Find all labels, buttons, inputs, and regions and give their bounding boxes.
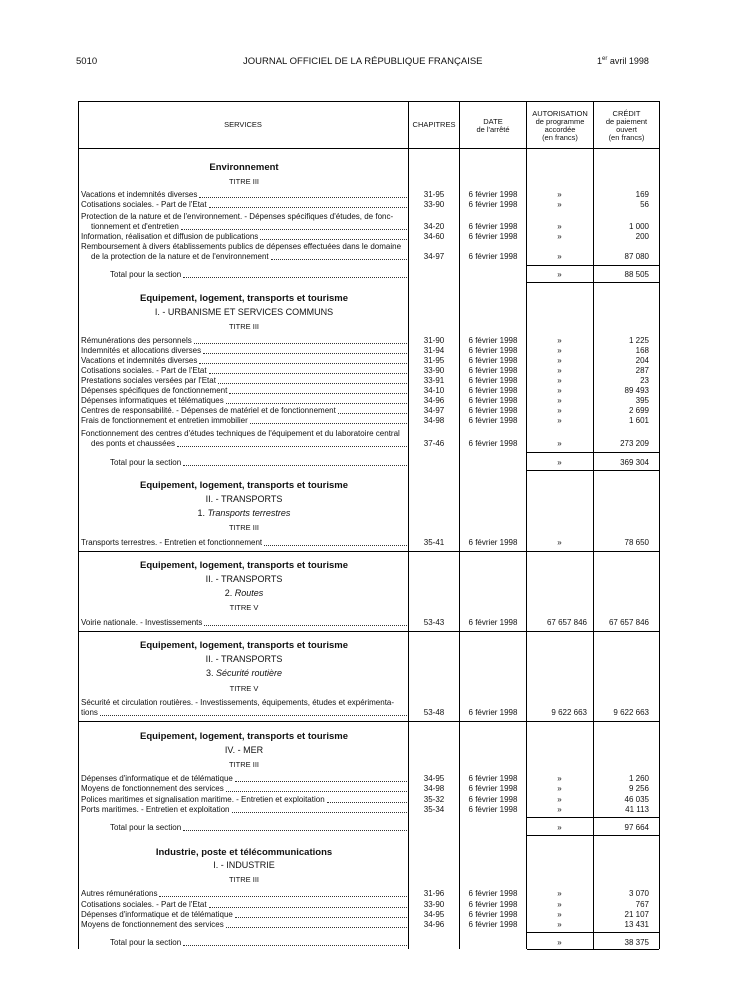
autorisation-cell: 9 622 663 bbox=[551, 708, 587, 717]
table-row-label: Autres rémunérations bbox=[81, 889, 408, 899]
chapitre-cell: 31-94 bbox=[423, 346, 445, 355]
date-cell: 6 février 1998 bbox=[468, 366, 518, 375]
table-row-label: Cotisations sociales. - Part de l'Etat bbox=[81, 366, 408, 376]
autorisation-cell: » bbox=[557, 889, 562, 898]
section-title: Equipement, logement, transports et tourisme bbox=[140, 293, 348, 304]
date-cell: 6 février 1998 bbox=[468, 805, 518, 814]
credit-cell: 89 493 bbox=[624, 386, 649, 395]
date-cell: 6 février 1998 bbox=[468, 190, 518, 199]
credit-cell: 13 431 bbox=[624, 920, 649, 929]
date-cell: 6 février 1998 bbox=[468, 222, 518, 231]
chapitre-cell: 31-95 bbox=[423, 356, 445, 365]
credit-total: 38 375 bbox=[624, 938, 649, 947]
credit-cell: 1 260 bbox=[628, 774, 649, 783]
section-titre: TITRE V bbox=[229, 603, 259, 612]
section-subtitle: I. - INDUSTRIE bbox=[213, 860, 275, 870]
journal-title: JOURNAL OFFICIEL DE LA RÉPUBLIQUE FRANÇAISE bbox=[243, 56, 483, 67]
autorisation-total: » bbox=[557, 938, 562, 947]
autorisation-cell: » bbox=[557, 252, 562, 261]
credit-cell: 56 bbox=[640, 200, 649, 209]
table-row-label: Dépenses informatiques et télématiques bbox=[81, 396, 408, 406]
chapitre-cell: 35-32 bbox=[423, 795, 445, 804]
date-cell: 6 février 1998 bbox=[468, 356, 518, 365]
credit-cell: 41 113 bbox=[625, 805, 649, 814]
credit-cell: 78 650 bbox=[624, 538, 649, 547]
table-row-label: Prestations sociales versées par l'Etat bbox=[81, 376, 408, 386]
autorisation-total: » bbox=[557, 270, 562, 279]
date-cell: 6 février 1998 bbox=[468, 900, 518, 909]
date-cell: 6 février 1998 bbox=[468, 708, 518, 717]
credit-cell: 9 622 663 bbox=[613, 708, 649, 717]
section-subtitle: IV. - MER bbox=[224, 745, 264, 755]
date-cell: 6 février 1998 bbox=[468, 232, 518, 241]
date-cell: 6 février 1998 bbox=[468, 618, 518, 627]
date-cell: 6 février 1998 bbox=[468, 889, 518, 898]
credit-cell: 3 070 bbox=[628, 889, 649, 898]
chapitre-cell: 34-20 bbox=[423, 222, 445, 231]
chapitre-cell: 31-90 bbox=[423, 336, 445, 345]
autorisation-total: » bbox=[557, 823, 562, 832]
autorisation-cell: » bbox=[557, 200, 562, 209]
autorisation-cell: » bbox=[557, 784, 562, 793]
credit-cell: 169 bbox=[635, 190, 649, 199]
credit-cell: 1 000 bbox=[628, 222, 649, 231]
chapitre-cell: 37-46 bbox=[423, 439, 445, 448]
autorisation-cell: » bbox=[557, 356, 562, 365]
table-row-label: Sécurité et circulation routières. - Investissements, équipements, études et expérimenta- tions bbox=[81, 698, 408, 718]
table-row-label: Dépenses d'informatique et de télématique bbox=[81, 774, 408, 784]
chapitre-cell: 33-91 bbox=[423, 376, 445, 385]
section-subsection: 3. Sécurité routière bbox=[205, 668, 283, 678]
autorisation-cell: » bbox=[557, 336, 562, 345]
chapitre-cell: 34-98 bbox=[423, 784, 445, 793]
section-subtitle: I. - URBANISME ET SERVICES COMMUNS bbox=[154, 307, 334, 317]
section-titre: TITRE III bbox=[229, 875, 259, 884]
table-row-label: Cotisations sociales. - Part de l'Etat bbox=[81, 900, 408, 910]
col-header-autorisation: AUTORISATION de programme accordée (en francs) bbox=[532, 109, 588, 142]
date-cell: 6 février 1998 bbox=[468, 795, 518, 804]
credit-cell: 767 bbox=[635, 900, 649, 909]
autorisation-cell: » bbox=[557, 920, 562, 929]
page-date: 1er avril 1998 bbox=[597, 56, 649, 66]
section-title: Equipement, logement, transports et tourisme bbox=[140, 560, 348, 571]
credit-cell: 200 bbox=[635, 232, 649, 241]
chapitre-cell: 34-97 bbox=[423, 406, 445, 415]
chapitre-cell: 34-95 bbox=[423, 774, 445, 783]
date-cell: 6 février 1998 bbox=[468, 416, 518, 425]
credit-cell: 9 256 bbox=[628, 784, 649, 793]
chapitre-cell: 34-95 bbox=[423, 910, 445, 919]
table-row-label: Dépenses spécifiques de fonctionnement bbox=[81, 386, 408, 396]
credit-total: 369 304 bbox=[620, 458, 649, 467]
chapitre-cell: 31-95 bbox=[423, 190, 445, 199]
credit-cell: 287 bbox=[635, 366, 649, 375]
autorisation-cell: » bbox=[557, 795, 562, 804]
table-row-label: Moyens de fonctionnement des services bbox=[81, 784, 408, 794]
autorisation-cell: » bbox=[557, 900, 562, 909]
credit-cell: 168 bbox=[635, 346, 649, 355]
credit-cell: 1 225 bbox=[628, 336, 649, 345]
autorisation-cell: » bbox=[557, 396, 562, 405]
section-title: Equipement, logement, transports et tourisme bbox=[140, 731, 348, 742]
table-row-label: Frais de fonctionnement et entretien immobilier bbox=[81, 416, 408, 426]
table-row-label: Voirie nationale. - Investissements bbox=[81, 618, 408, 628]
chapitre-cell: 53-43 bbox=[423, 618, 445, 627]
chapitre-cell: 34-96 bbox=[423, 920, 445, 929]
autorisation-cell: » bbox=[557, 805, 562, 814]
autorisation-cell: » bbox=[557, 190, 562, 199]
table-row-label: Centres de responsabilité. - Dépenses de matériel et de fonctionnement bbox=[81, 406, 408, 416]
section-title: Equipement, logement, transports et tourisme bbox=[140, 640, 348, 651]
page-number: 5010 bbox=[76, 56, 98, 67]
date-cell: 6 février 1998 bbox=[468, 376, 518, 385]
credit-cell: 67 657 846 bbox=[608, 618, 649, 627]
section-title: Industrie, poste et télécommunications bbox=[155, 847, 333, 858]
date-cell: 6 février 1998 bbox=[468, 920, 518, 929]
section-titre: TITRE V bbox=[229, 684, 259, 693]
date-cell: 6 février 1998 bbox=[468, 396, 518, 405]
credit-total: 97 664 bbox=[624, 823, 649, 832]
autorisation-total: » bbox=[557, 458, 562, 467]
col-header-date: DATE de l'arrêté bbox=[476, 117, 510, 134]
autorisation-cell: » bbox=[557, 774, 562, 783]
section-subtitle: II. - TRANSPORTS bbox=[205, 494, 283, 504]
total-label: Total pour la section bbox=[110, 270, 408, 280]
date-cell: 6 février 1998 bbox=[468, 784, 518, 793]
table-row-label: Ports maritimes. - Entretien et exploitation bbox=[81, 805, 408, 815]
date-cell: 6 février 1998 bbox=[468, 910, 518, 919]
section-title: Environnement bbox=[209, 162, 279, 173]
chapitre-cell: 34-98 bbox=[423, 416, 445, 425]
table-row-label: Cotisations sociales. - Part de l'Etat bbox=[81, 200, 408, 210]
section-subtitle: II. - TRANSPORTS bbox=[205, 574, 283, 584]
section-titre: TITRE III bbox=[229, 523, 259, 532]
credit-total: 88 505 bbox=[624, 270, 649, 279]
col-header-credit: CRÉDIT de paiement ouvert (en francs) bbox=[605, 109, 648, 142]
chapitre-cell: 34-96 bbox=[423, 396, 445, 405]
credit-cell: 273 209 bbox=[620, 439, 649, 448]
autorisation-cell: » bbox=[557, 416, 562, 425]
date-cell: 6 février 1998 bbox=[468, 774, 518, 783]
chapitre-cell: 34-97 bbox=[423, 252, 445, 261]
section-title: Equipement, logement, transports et tourisme bbox=[140, 480, 348, 491]
autorisation-cell: 67 657 846 bbox=[546, 618, 587, 627]
chapitre-cell: 53-48 bbox=[423, 708, 445, 717]
credit-cell: 87 080 bbox=[624, 252, 649, 261]
date-cell: 6 février 1998 bbox=[468, 386, 518, 395]
autorisation-cell: » bbox=[557, 538, 562, 547]
credit-cell: 46 035 bbox=[624, 795, 649, 804]
date-cell: 6 février 1998 bbox=[468, 538, 518, 547]
date-cell: 6 février 1998 bbox=[468, 252, 518, 261]
table-row-label: Moyens de fonctionnement des services bbox=[81, 920, 408, 930]
date-cell: 6 février 1998 bbox=[468, 439, 518, 448]
section-titre: TITRE III bbox=[229, 177, 259, 186]
total-label: Total pour la section bbox=[110, 823, 408, 833]
credit-cell: 2 699 bbox=[628, 406, 649, 415]
table-row-label: Dépenses d'informatique et de télématique bbox=[81, 910, 408, 920]
chapitre-cell: 35-41 bbox=[423, 538, 445, 547]
chapitre-cell: 34-60 bbox=[423, 232, 445, 241]
date-cell: 6 février 1998 bbox=[468, 406, 518, 415]
chapitre-cell: 34-10 bbox=[423, 386, 445, 395]
chapitre-cell: 35-34 bbox=[423, 805, 445, 814]
table-row-label: Remboursement à divers établissements publics de dépenses effectuées dans le domaine de la protection de la nature et de l'environnement bbox=[81, 242, 408, 262]
total-label: Total pour la section bbox=[110, 458, 408, 468]
table-row-label: Vacations et indemnités diverses bbox=[81, 356, 408, 366]
autorisation-cell: » bbox=[557, 406, 562, 415]
date-cell: 6 février 1998 bbox=[468, 336, 518, 345]
credit-cell: 204 bbox=[635, 356, 649, 365]
autorisation-cell: » bbox=[557, 366, 562, 375]
autorisation-cell: » bbox=[557, 386, 562, 395]
section-subtitle: II. - TRANSPORTS bbox=[205, 654, 283, 664]
date-cell: 6 février 1998 bbox=[468, 200, 518, 209]
col-header-chapitres: CHAPITRES bbox=[412, 120, 456, 129]
table-row-label: Polices maritimes et signalisation maritime. - Entretien et exploitation bbox=[81, 795, 408, 805]
autorisation-cell: » bbox=[557, 222, 562, 231]
section-titre: TITRE III bbox=[229, 322, 259, 331]
table-row-label: Rémunérations des personnels bbox=[81, 336, 408, 346]
chapitre-cell: 33-90 bbox=[423, 200, 445, 209]
section-subsection: 2. Routes bbox=[224, 588, 264, 598]
total-label: Total pour la section bbox=[110, 938, 408, 948]
section-subsection: 1. Transports terrestres bbox=[197, 508, 291, 518]
autorisation-cell: » bbox=[557, 910, 562, 919]
chapitre-cell: 33-90 bbox=[423, 366, 445, 375]
table-row-label: Indemnités et allocations diverses bbox=[81, 346, 408, 356]
autorisation-cell: » bbox=[557, 232, 562, 241]
table-row-label: Fonctionnement des centres d'études techniques de l'équipement et du laboratoire central des ponts et chaussées bbox=[81, 429, 408, 449]
date-cell: 6 février 1998 bbox=[468, 346, 518, 355]
chapitre-cell: 33-90 bbox=[423, 900, 445, 909]
credit-cell: 23 bbox=[640, 376, 649, 385]
table-row-label: Vacations et indemnités diverses bbox=[81, 190, 408, 200]
chapitre-cell: 31-96 bbox=[423, 889, 445, 898]
table-row-label: Transports terrestres. - Entretien et fonctionnement bbox=[81, 538, 408, 548]
table-row-label: Information, réalisation et diffusion de publications bbox=[81, 232, 408, 242]
section-titre: TITRE III bbox=[229, 760, 259, 769]
autorisation-cell: » bbox=[557, 439, 562, 448]
credit-cell: 395 bbox=[635, 396, 649, 405]
credit-cell: 21 107 bbox=[624, 910, 649, 919]
table-row-label: Protection de la nature et de l'environnement. - Dépenses spécifiques d'études, de fonc- tionnement et d'entretien bbox=[81, 212, 408, 232]
credit-cell: 1 601 bbox=[628, 416, 649, 425]
autorisation-cell: » bbox=[557, 376, 562, 385]
autorisation-cell: » bbox=[557, 346, 562, 355]
col-header-services: SERVICES bbox=[224, 120, 262, 129]
